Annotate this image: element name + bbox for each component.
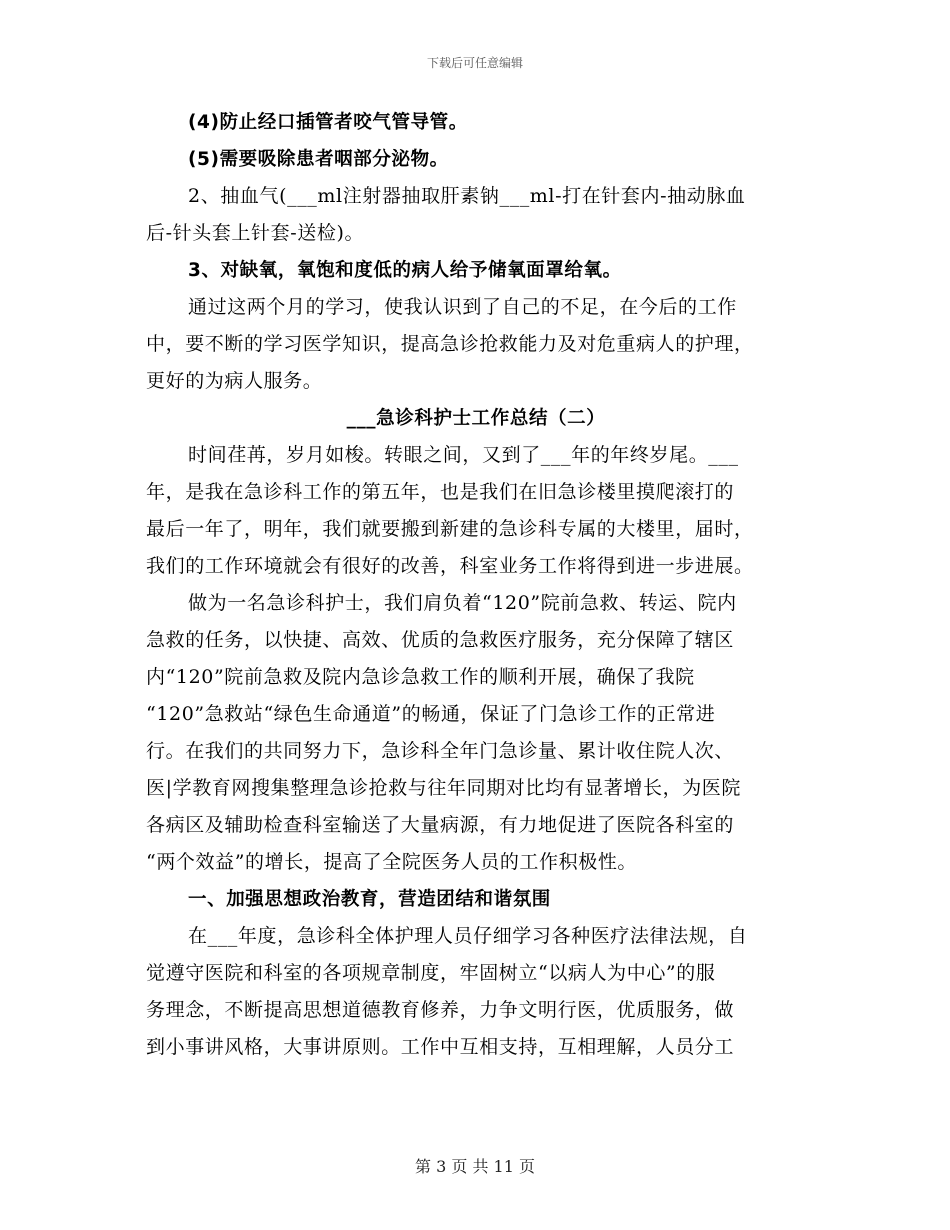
text-line: 各病区及辅助检查科室输送了大量病源，有力地促进了医院各科室的	[146, 814, 735, 836]
page-header: 下载后可任意编辑	[426, 56, 523, 70]
text-line: 最后一年了，明年，我们就要搬到新建的急诊科专属的大楼里，届时，	[146, 518, 754, 540]
text-line: 到小事讲风格，大事讲原则。工作中互相支持，互相理解，人员分工	[146, 1036, 735, 1058]
text-line: (4)防止经口插管者咬气管导管。	[188, 112, 468, 133]
text-line: 更好的为病人服务。	[146, 370, 323, 392]
text-line: 做为一名急诊科护士，我们肩负着“120”院前急救、转运、院内	[188, 592, 737, 614]
text-line: 3、对缺氧，氧饱和度低的病人给予储氧面罩给氧。	[188, 260, 622, 281]
section-title: ___急诊科护士工作总结（二）	[346, 408, 606, 429]
text-line: 行。在我们的共同努力下，急诊科全年门急诊量、累计收住院人次、	[146, 740, 735, 762]
text-line: 医|学教育网搜集整理急诊抢救与往年同期对比均有显著增长，为医院	[146, 777, 742, 799]
text-line: 我们的工作环境就会有很好的改善，科室业务工作将得到进一步进展。	[146, 555, 754, 577]
text-line: (5)需要吸除患者咽部分泌物。	[188, 149, 449, 170]
text-line: 觉遵守医院和科室的各项规章制度，牢固树立“以病人为中心”的服	[146, 962, 716, 984]
text-line: “120”急救站“绿色生命通道”的畅通，保证了门急诊工作的正常进	[146, 703, 716, 725]
text-line: 务理念，不断提高思想道德教育修养，力争文明行医，优质服务，做	[146, 999, 735, 1021]
text-line: 时间荏苒，岁月如梭。转眼之间，又到了___年的年终岁尾。___	[188, 444, 739, 466]
page-number: 第 3 页 共 11 页	[415, 1157, 535, 1176]
text-line: 年，是我在急诊科工作的第五年，也是我们在旧急诊楼里摸爬滚打的	[146, 481, 735, 503]
text-line: 中，要不断的学习医学知识，提高急诊抢救能力及对危重病人的护理，	[146, 333, 754, 355]
section-heading: 一、加强思想政治教育，营造团结和谐氛围	[188, 889, 551, 910]
text-line: 在___年度，急诊科全体护理人员仔细学习各种医疗法律法规，自	[188, 925, 748, 947]
text-line: 急救的任务，以快捷、高效、优质的急救医疗服务，充分保障了辖区	[146, 629, 735, 651]
text-line: 2、抽血气(___ml注射器抽取肝素钠___ml-打在针套内-抽动脉血	[188, 185, 746, 207]
text-line: 后-针头套上针套-送检)。	[146, 222, 365, 244]
text-line: 内“120”院前急救及院内急诊急救工作的顺利开展，确保了我院	[146, 666, 695, 688]
text-line: 通过这两个月的学习，使我认识到了自己的不足，在今后的工作	[188, 296, 737, 318]
document-body	[146, 104, 806, 1066]
text-line: “两个效益”的增长，提高了全院医务人员的工作积极性。	[146, 851, 638, 873]
